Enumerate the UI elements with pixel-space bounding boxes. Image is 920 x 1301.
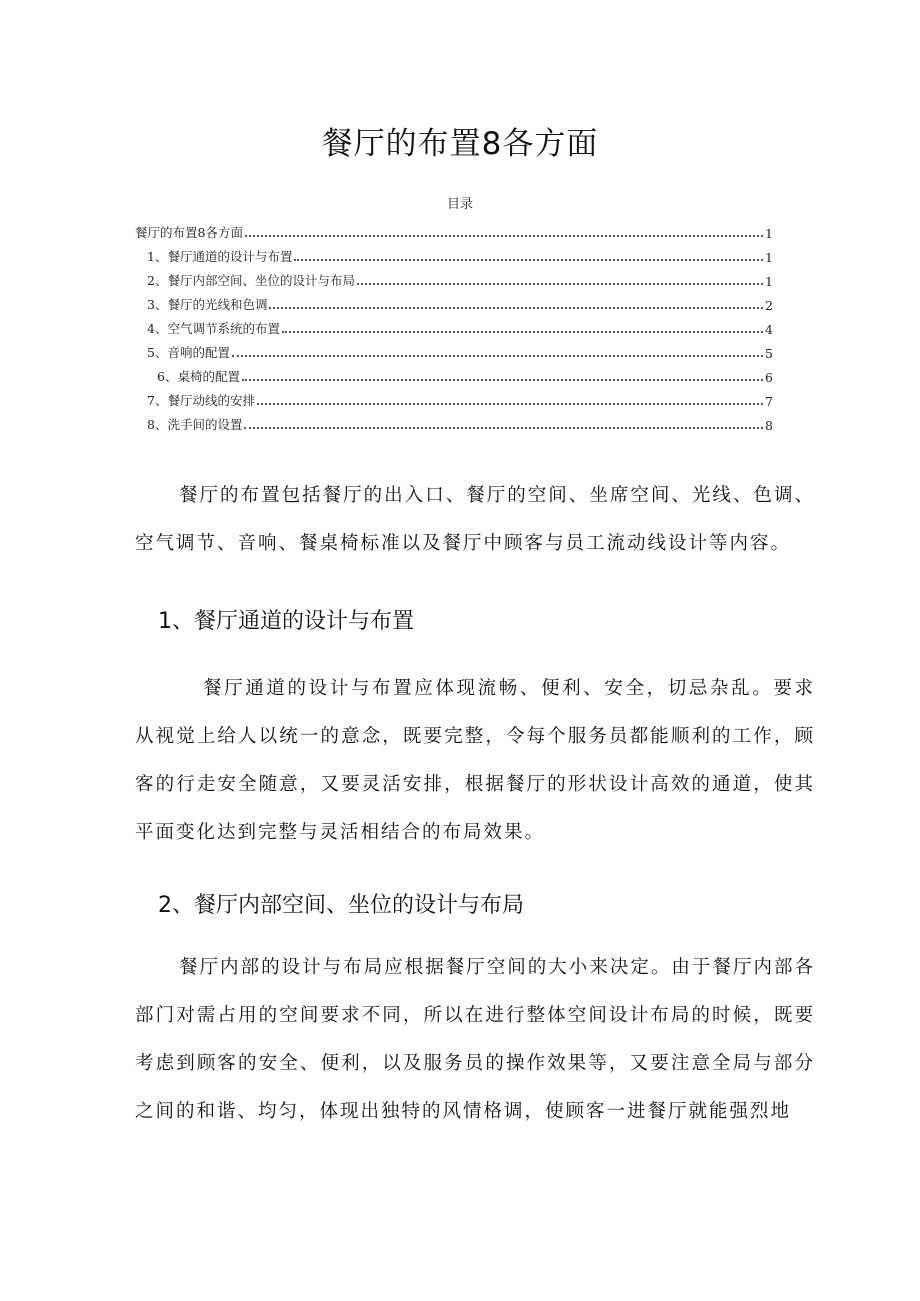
toc-item[interactable] — [135, 385, 773, 409]
toc-item[interactable] — [135, 313, 773, 337]
toc-leader-dots — [357, 279, 763, 285]
toc-leader-dots — [244, 423, 763, 429]
toc-leader-dots — [245, 231, 763, 237]
section-2-text: 餐厅内部的设计与布局应根据餐厅空间的大小来决定。由于餐厅内部各部门对需占用的空间要求不同，所以在进行整体空间设计布局的时候，既要考虑到顾客的安全、便利，以及服务员的操作效果等，又要注意全局与部分之间的和谐、均匀，体现出独特的风情格调，使顾客一进餐厅就能强烈地 — [135, 957, 815, 1122]
toc-item-page: 2 — [765, 298, 773, 313]
section-1-text: 餐厅通道的设计与布置应体现流畅、便利、安全，切忌杂乱。要求从视觉上给人以统一的意念，既要完整，令每个服务员都能顺利的工作，顾客的行走安全随意，又要灵活安排，根据餐厅的形状设计高效的通道，使其平面变化达到完整与灵活相结合的布局效果。 — [135, 678, 815, 843]
toc-item-page: 1 — [765, 274, 773, 289]
toc-item[interactable] — [135, 409, 773, 433]
toc-leader-dots — [282, 327, 763, 333]
toc-item-label: 6、桌椅的配置 — [157, 369, 240, 384]
toc-heading: 目录 — [446, 197, 473, 212]
intro-paragraph — [135, 472, 815, 568]
toc-item-page: 4 — [765, 322, 773, 337]
toc-item-page: 1 — [765, 250, 773, 265]
intro-text: 餐厅的布置包括餐厅的出入口、餐厅的空间、坐席空间、光线、色调、空气调节、音响、餐桌椅标准以及餐厅中顾客与员工流动线设计等内容。 — [135, 485, 815, 554]
toc-item-page: 1 — [765, 226, 773, 241]
toc-item[interactable] — [135, 265, 773, 289]
section-2-paragraph — [135, 944, 815, 1136]
toc-item-label: 5、音响的配置 — [147, 345, 230, 360]
toc-item[interactable] — [135, 361, 773, 385]
toc-item[interactable] — [135, 337, 773, 361]
toc-item-label: 2、餐厅内部空间、坐位的设计与布局 — [147, 273, 355, 288]
toc-item-label: 4、空气调节系统的布置 — [147, 321, 280, 336]
toc-item-label: 1、餐厅通道的设计与布置 — [147, 249, 293, 264]
section-1-heading: 1、餐厅通道的设计与布置 — [158, 609, 414, 634]
toc-item-label: 3、餐厅的光线和色调 — [147, 297, 268, 312]
section-1-paragraph — [135, 665, 815, 857]
toc-leader-dots — [257, 399, 763, 405]
toc-leader-dots — [232, 351, 763, 357]
toc-item-page: 5 — [765, 346, 773, 361]
toc-leader-dots — [294, 255, 763, 261]
toc-item-page: 6 — [765, 370, 773, 385]
toc-item[interactable] — [135, 241, 773, 265]
toc-item-page: 7 — [765, 394, 773, 409]
toc-item-page: 8 — [765, 418, 773, 433]
toc-item-label: 8、洗手间的设置 — [147, 417, 243, 432]
toc-item-label: 7、餐厅动线的安排 — [147, 393, 255, 408]
section-2-heading: 2、餐厅内部空间、坐位的设计与布局 — [158, 893, 524, 918]
page-title: 餐厅的布置8各方面 — [321, 126, 599, 162]
table-of-contents — [135, 217, 773, 433]
toc-leader-dots — [242, 375, 763, 381]
toc-item[interactable] — [135, 289, 773, 313]
toc-item[interactable] — [135, 217, 773, 241]
toc-leader-dots — [269, 303, 763, 309]
toc-item-label: 餐厅的布置8各方面 — [135, 225, 243, 240]
